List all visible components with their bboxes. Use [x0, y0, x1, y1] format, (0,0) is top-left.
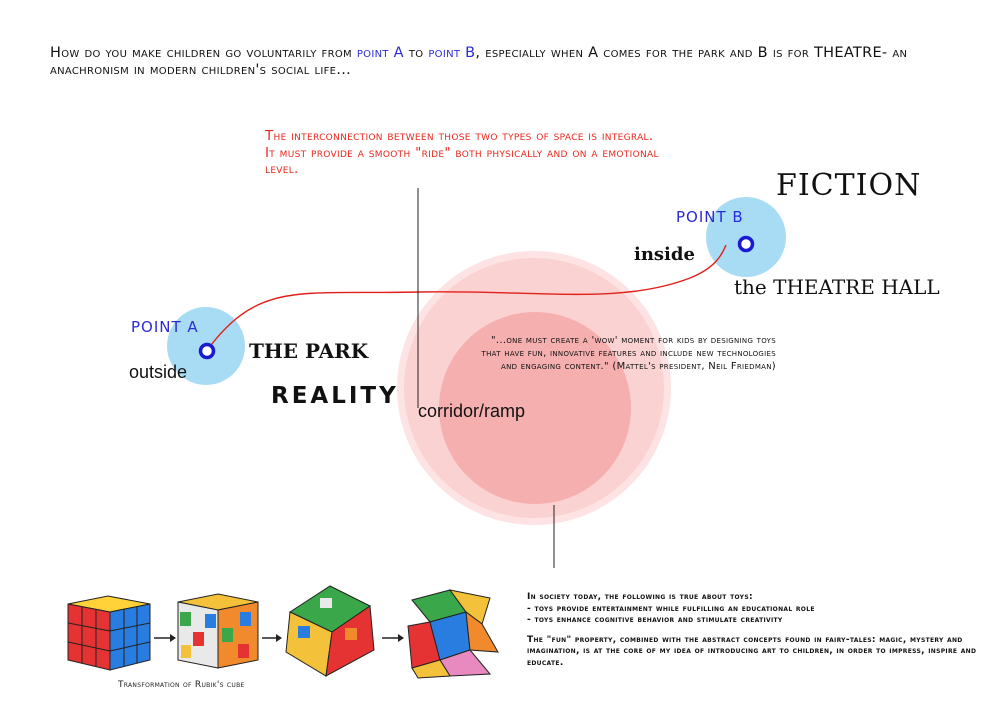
facts-heading: In society today, the following is true about toys:	[527, 592, 753, 602]
point-a-label: POINT A	[131, 318, 199, 336]
outside-label: outside	[129, 362, 188, 382]
toys-facts-block	[527, 592, 987, 669]
intro-text-2: to	[403, 45, 429, 61]
point-a-marker	[201, 345, 214, 358]
cube-solved-image	[68, 596, 150, 670]
fiction-label: FICTION	[776, 168, 922, 203]
corridor-label: corridor/ramp	[418, 401, 526, 421]
rubiks-cube-sequence	[68, 586, 498, 678]
cube-transformed-image	[408, 590, 498, 678]
cube-twisted-image	[286, 586, 374, 676]
facts-closing: The "fun" property, combined with the abstract concepts found in fairy-tales: magic, mystery and imagination, is at the core of my idea of introducing art to children, in order to impress, inspire and educate.	[527, 634, 977, 668]
intro-text-1: How do you make children go voluntarily from	[50, 45, 357, 61]
intro-point-a: point A	[356, 45, 404, 61]
facts-item-2: - toys enhance cognitive behavior and stimulate creativity	[527, 615, 783, 625]
cube-caption: Transformation of Rubik's cube	[118, 680, 245, 690]
intro-question	[50, 45, 970, 79]
cube-scrambled-image	[178, 594, 258, 668]
reality-label: REALITY	[271, 383, 399, 409]
inside-label: inside	[634, 244, 695, 265]
mattel-quote: "...one must create a 'wow' moment for kids by designing toys that have fun, innovative features and include new technologies and engaging content." (Mattel's president, Neil Friedman)	[481, 335, 776, 372]
interconnection-note: The interconnection between those two types of space is integral. It must provide a smooth "ride" both physically and on a emotional level.	[265, 128, 659, 177]
facts-item-1: - toys provide entertainment while fulfilling an educational role	[527, 603, 815, 614]
point-b-label: POINT B	[676, 208, 744, 226]
theatre-hall-label: the THEATRE HALL	[734, 275, 940, 299]
point-b-marker	[740, 238, 753, 251]
intro-text-3: , especially when A comes for the park and B is for THEATRE- an anachronism in modern children's social life...	[50, 45, 908, 78]
the-park-label: THE PARK	[249, 339, 369, 363]
intro-point-b: point B	[428, 45, 476, 61]
